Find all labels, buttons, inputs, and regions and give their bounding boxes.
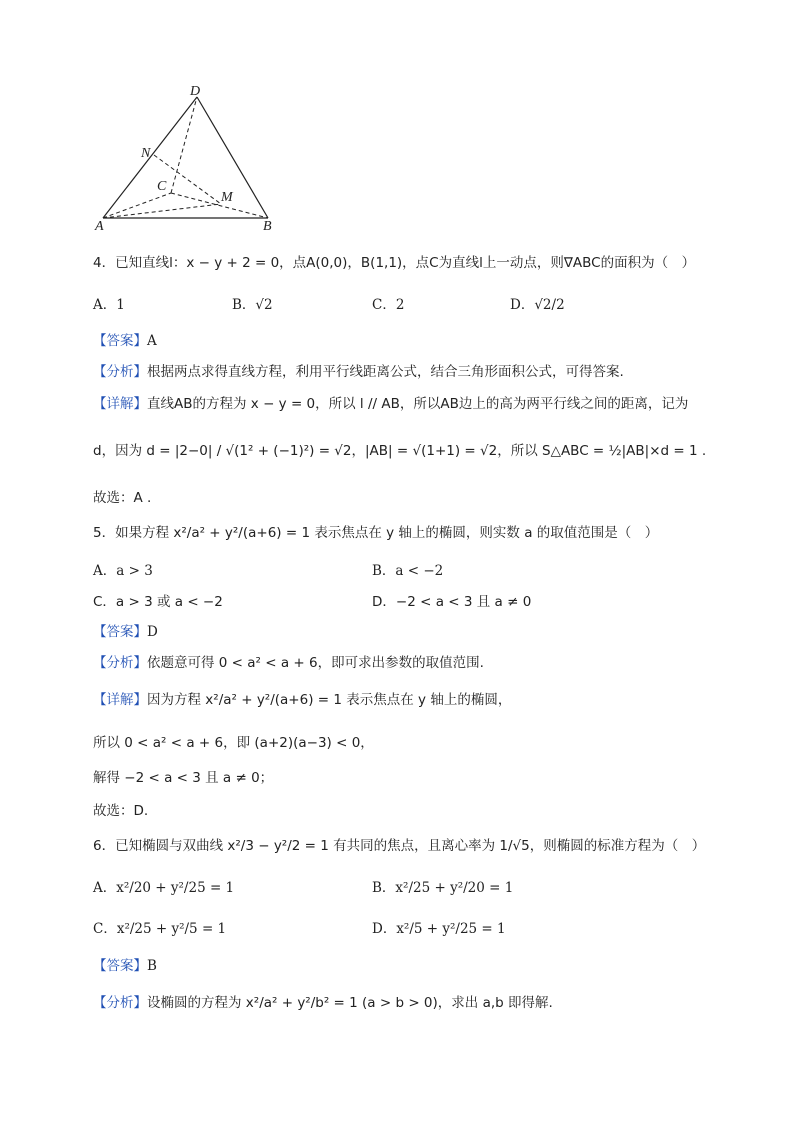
q4-stem: 4．已知直线l：x − y + 2 = 0，点A(0,0)，B(1,1)，点C为直线l上一动点，则∇ABC的面积为（ ） — [93, 255, 696, 271]
edge-AM — [103, 204, 221, 218]
q4-option-a: A．1 — [93, 297, 125, 313]
q5-detail-1: 因为方程 x²/a² + y²/(a+6) = 1 表示焦点在 y 轴上的椭圆， — [147, 692, 512, 708]
q6-answer: B — [147, 958, 157, 974]
q4-conclusion: 故选：A . — [93, 490, 152, 506]
q6-option-d: D．x²/5 + y²/25 = 1 — [372, 921, 506, 937]
q5-analysis-line — [93, 653, 484, 673]
edge-CD — [171, 97, 197, 193]
q4-option-b: B．√2 — [232, 297, 273, 313]
q5-option-a: A．a > 3 — [93, 563, 153, 579]
label-M: M — [221, 190, 233, 205]
q4-option-c: C．2 — [372, 297, 405, 313]
q4-detail-line-1 — [93, 394, 688, 414]
tetrahedron-figure — [90, 82, 290, 232]
q4-answer-tag: 【答案】 — [93, 333, 147, 349]
q6-stem: 6．已知椭圆与双曲线 x²/3 − y²/2 = 1 有共同的焦点，且离心率为 1/√5，则椭圆的标准方程为（ ） — [93, 838, 706, 854]
q4-detail-tag: 【详解】 — [93, 396, 147, 412]
label-A: A — [95, 219, 104, 232]
q5-conclusion: 故选：D. — [93, 803, 149, 819]
q4-analysis-line — [93, 362, 624, 382]
q6-answer-tag: 【答案】 — [93, 958, 147, 974]
q5-answer-tag: 【答案】 — [93, 624, 147, 640]
q6-analysis: 设椭圆的方程为 x²/a² + y²/b² = 1 (a > b > 0)，求出 a,b 即得解. — [147, 995, 553, 1011]
q5-analysis-tag: 【分析】 — [93, 655, 147, 671]
q6-option-b: B．x²/25 + y²/20 = 1 — [372, 880, 514, 896]
label-D: D — [190, 84, 201, 99]
label-C: C — [157, 179, 167, 194]
label-N: N — [141, 146, 151, 161]
q5-analysis: 依题意可得 0 < a² < a + 6，即可求出参数的取值范围. — [147, 655, 484, 671]
q6-analysis-line — [93, 993, 553, 1013]
q4-analysis-tag: 【分析】 — [93, 364, 147, 380]
q4-answer-line — [93, 331, 157, 351]
q4-detail-2: d，因为 d = |2−0| / √(1² + (−1)²) = √2，|AB| = √(1+1) = √2，所以 S△ABC = ½|AB|×d = 1 . — [93, 443, 707, 459]
q5-detail-tag: 【详解】 — [93, 692, 147, 708]
q5-detail-3: 解得 −2 < a < 3 且 a ≠ 0； — [93, 770, 274, 786]
q5-detail-2: 所以 0 < a² < a + 6，即 (a+2)(a−3) < 0， — [93, 735, 374, 751]
q5-option-b: B．a < −2 — [372, 563, 444, 579]
edge-CB — [171, 193, 268, 218]
q5-option-d: D．−2 < a < 3 且 a ≠ 0 — [372, 594, 532, 610]
q5-option-c: C．a > 3 或 a < −2 — [93, 594, 223, 610]
q4-answer: A — [147, 333, 157, 349]
label-B: B — [263, 219, 272, 232]
q4-detail-1: 直线AB的方程为 x − y = 0，所以 l // AB，所以AB边上的高为两平行线之间的距离，记为 — [147, 396, 689, 412]
q5-stem: 5．如果方程 x²/a² + y²/(a+6) = 1 表示焦点在 y 轴上的椭圆，则实数 a 的取值范围是（ ） — [93, 525, 659, 541]
q6-answer-line — [93, 956, 157, 976]
q5-answer-line — [93, 622, 158, 642]
q5-answer: D — [147, 624, 158, 640]
q4-analysis: 根据两点求得直线方程，利用平行线距离公式，结合三角形面积公式，可得答案. — [147, 364, 624, 380]
q6-analysis-tag: 【分析】 — [93, 995, 147, 1011]
q5-detail-line-1 — [93, 690, 511, 710]
q6-option-a: A．x²/20 + y²/25 = 1 — [93, 880, 235, 896]
q6-option-c: C．x²/25 + y²/5 = 1 — [93, 921, 227, 937]
q4-option-d: D．√2/2 — [510, 297, 565, 313]
